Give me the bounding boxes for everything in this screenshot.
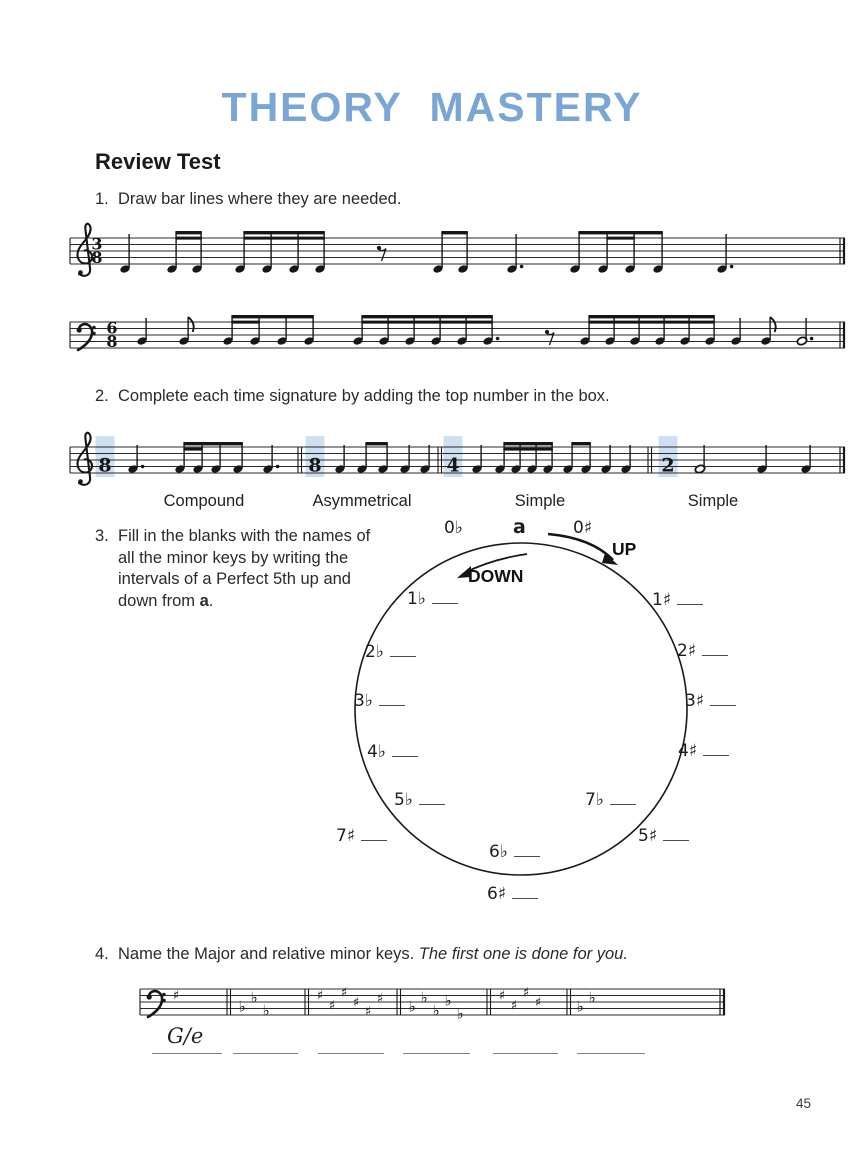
key-label-4b: 4♭ bbox=[367, 742, 418, 762]
question-1-text: Draw bar lines where they are needed. bbox=[118, 190, 402, 208]
time-signature-number: 6 bbox=[106, 318, 118, 338]
beam bbox=[571, 442, 590, 445]
up-label: UP bbox=[612, 539, 637, 559]
question-4-number: 4. bbox=[95, 945, 109, 963]
key-answer-line[interactable] bbox=[577, 1053, 645, 1054]
flat-sign-icon: ♭ bbox=[238, 997, 246, 1016]
key-label-1s: 1♯ bbox=[652, 590, 703, 610]
time-signature-number: 8 bbox=[106, 332, 118, 351]
key-label-7s: 7♯ bbox=[336, 826, 387, 846]
beam bbox=[588, 315, 714, 318]
treble-clef-icon bbox=[77, 224, 92, 276]
meter-label-3: Simple bbox=[687, 492, 739, 510]
sharp-sign-icon: ♯ bbox=[534, 995, 542, 1011]
flat-sign-icon: ♭ bbox=[408, 997, 416, 1016]
sharp-sign-icon: ♯ bbox=[172, 988, 180, 1004]
question-4 bbox=[95, 945, 628, 964]
beam-secondary bbox=[243, 237, 324, 240]
q2-staff bbox=[70, 433, 845, 485]
sharp-sign-icon: ♯ bbox=[522, 985, 530, 1001]
time-signature-number: 8 bbox=[308, 454, 322, 477]
sharp-sign-icon: ♯ bbox=[316, 988, 324, 1004]
beam-secondary bbox=[175, 237, 201, 240]
key-answer-line[interactable] bbox=[152, 1053, 222, 1054]
sharp-sign-icon: ♯ bbox=[340, 985, 348, 1001]
beam bbox=[365, 442, 387, 445]
sharp-sign-icon: ♯ bbox=[364, 1004, 372, 1020]
question-3-number: 3. bbox=[95, 527, 109, 545]
question-1 bbox=[95, 190, 401, 209]
key-label-2s: 2♯ bbox=[677, 641, 728, 661]
time-signature-number: 2 bbox=[661, 454, 675, 477]
answer-blank[interactable] bbox=[419, 791, 445, 805]
answer-blank[interactable] bbox=[677, 591, 703, 605]
key-label-3b: 3♭ bbox=[354, 691, 405, 711]
flat-sign-icon: ♭ bbox=[432, 1001, 440, 1020]
beam-secondary bbox=[183, 448, 202, 451]
q1-staff-treble bbox=[70, 224, 845, 276]
answer-blank[interactable] bbox=[432, 590, 458, 604]
question-2-text: Complete each time signature by adding the top number in the box. bbox=[118, 387, 610, 405]
beam-secondary bbox=[361, 321, 492, 324]
beam-secondary bbox=[503, 448, 552, 451]
key-answer-line[interactable] bbox=[233, 1053, 298, 1054]
sharp-sign-icon: ♯ bbox=[352, 995, 360, 1011]
time-signature-number: 4 bbox=[446, 454, 460, 477]
flat-sign-icon: ♭ bbox=[456, 1004, 464, 1023]
eighth-flag bbox=[770, 317, 776, 332]
sharp-sign-icon: ♯ bbox=[498, 988, 506, 1004]
meter-label-2: Simple bbox=[514, 492, 566, 510]
question-3-text: Fill in the blanks with the names of all the minor keys by writing the intervals of a Perfect 5th up and down from a. bbox=[118, 527, 371, 610]
key-label-7b: 7♭ bbox=[585, 790, 636, 810]
page-title: THEORY MASTERY bbox=[221, 84, 643, 130]
question-4-text: Name the Major and relative minor keys. The first one is done for you. bbox=[118, 945, 628, 963]
key-label-0b: 0♭ bbox=[444, 518, 463, 538]
flat-sign-icon: ♭ bbox=[588, 988, 596, 1007]
answer-g-e: G/e bbox=[167, 1024, 204, 1048]
q4-staff bbox=[140, 986, 725, 1023]
answer-blank[interactable] bbox=[512, 885, 538, 899]
down-label: DOWN bbox=[468, 566, 524, 586]
key-label-a: a bbox=[513, 516, 526, 538]
answer-blank[interactable] bbox=[514, 843, 540, 857]
beam bbox=[231, 315, 313, 318]
answer-blank[interactable] bbox=[663, 827, 689, 841]
key-label-4s: 4♯ bbox=[678, 741, 729, 761]
flat-sign-icon: ♭ bbox=[444, 991, 452, 1010]
answer-blank[interactable] bbox=[379, 692, 405, 706]
time-signature-number: 8 bbox=[98, 454, 112, 477]
key-label-6b: 6♭ bbox=[489, 842, 540, 862]
flat-sign-icon: ♭ bbox=[262, 1001, 270, 1020]
beam-secondary bbox=[231, 321, 259, 324]
key-label-0s: 0♯ bbox=[573, 518, 593, 538]
key-answer-line[interactable] bbox=[493, 1053, 558, 1054]
question-1-number: 1. bbox=[95, 190, 109, 208]
sharp-sign-icon: ♯ bbox=[510, 998, 518, 1014]
beam-secondary bbox=[606, 237, 634, 240]
sharp-sign-icon: ♯ bbox=[376, 991, 384, 1007]
question-3 bbox=[95, 526, 370, 612]
answer-blank[interactable] bbox=[392, 743, 418, 757]
key-label-3s: 3♯ bbox=[685, 691, 736, 711]
answer-blank[interactable] bbox=[361, 827, 387, 841]
key-label-5s: 5♯ bbox=[638, 826, 689, 846]
page-number: 45 bbox=[796, 1096, 812, 1111]
section-heading: Review Test bbox=[95, 149, 221, 174]
question-2 bbox=[95, 387, 610, 406]
question-2-number: 2. bbox=[95, 387, 109, 405]
beam bbox=[175, 231, 201, 234]
key-label-5b: 5♭ bbox=[394, 790, 445, 810]
key-answer-line[interactable] bbox=[318, 1053, 384, 1054]
beam bbox=[578, 231, 662, 234]
eighth-flag bbox=[188, 317, 194, 332]
answer-blank[interactable] bbox=[710, 692, 736, 706]
key-label-1b: 1♭ bbox=[407, 589, 458, 609]
q1-staff-bass bbox=[70, 315, 845, 351]
key-answer-line[interactable] bbox=[403, 1053, 470, 1054]
key-label-2b: 2♭ bbox=[365, 642, 416, 662]
beam bbox=[441, 231, 467, 234]
beam bbox=[361, 315, 492, 318]
answer-blank[interactable] bbox=[610, 791, 636, 805]
beam bbox=[503, 442, 552, 445]
answer-blank[interactable] bbox=[702, 642, 728, 656]
treble-clef-icon bbox=[77, 433, 92, 485]
flat-sign-icon: ♭ bbox=[420, 988, 428, 1007]
key-label-6s: 6♯ bbox=[487, 884, 538, 904]
flat-sign-icon: ♭ bbox=[576, 997, 584, 1016]
beam bbox=[243, 231, 324, 234]
meter-label-0: Compound bbox=[163, 492, 245, 510]
flat-sign-icon: ♭ bbox=[250, 988, 258, 1007]
meter-label-1: Asymmetrical bbox=[312, 492, 412, 510]
time-signature-number: 8 bbox=[91, 248, 103, 267]
answer-blank[interactable] bbox=[390, 643, 416, 657]
beam bbox=[183, 442, 242, 445]
time-signature-number: 3 bbox=[91, 234, 103, 254]
answer-blank[interactable] bbox=[703, 742, 729, 756]
beam-secondary bbox=[588, 321, 714, 324]
sharp-sign-icon: ♯ bbox=[328, 998, 336, 1014]
